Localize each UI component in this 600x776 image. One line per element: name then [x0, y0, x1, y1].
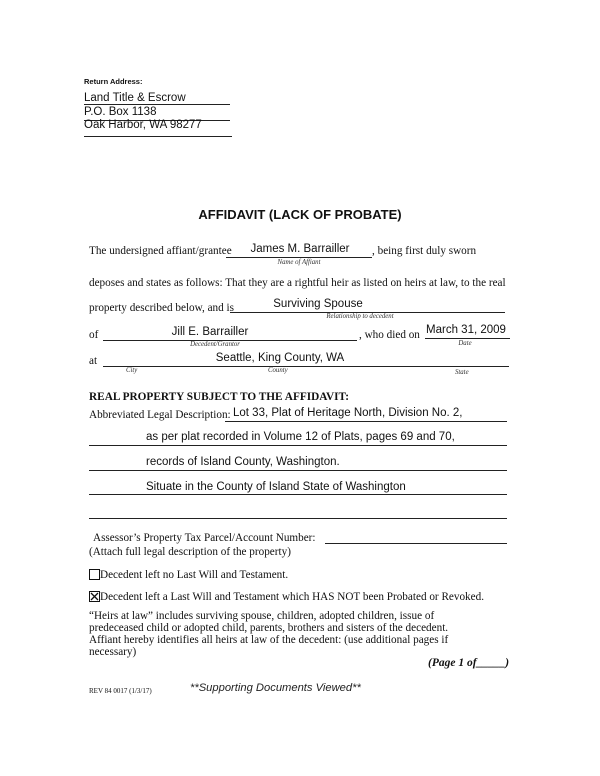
return-address-rule-1 [84, 104, 230, 105]
affiant-suffix: , being first duly sworn [372, 245, 477, 257]
location-value[interactable]: Seattle, King County, WA [215, 352, 345, 364]
relationship-prefix: property described below, and is [89, 302, 234, 314]
deposes-text: deposes and states as follows: That they are a rightful heir as listed on heirs at law, to the real [89, 277, 506, 289]
page-title: AFFIDAVIT (LACK OF PROBATE) [198, 207, 402, 222]
legal-description-line-3[interactable]: records of Island County, Washington. [146, 456, 340, 468]
decedent-prefix: of [89, 329, 99, 341]
affiant-name-underline [226, 257, 372, 258]
assessor-underline [325, 543, 507, 544]
decedent-died-label: , who died on [359, 329, 420, 341]
legal-description-line-2[interactable]: as per plat recorded in Volume 12 of Plats, pages 69 and 70, [146, 431, 455, 443]
assessor-note: (Attach full legal description of the property) [89, 546, 291, 558]
location-prefix: at [89, 355, 98, 367]
relationship-caption: Relationship to decedent [326, 313, 394, 320]
legal-line-5-underline [89, 518, 507, 519]
checkmark-icon [90, 592, 99, 601]
heirs-text-line-3: Affiant hereby identifies all heirs at law of the decedent: (use additional pages if [89, 634, 449, 646]
will-not-probated-label: Decedent left a Last Will and Testament which HAS NOT been Probated or Revoked. [100, 591, 485, 603]
legal-description-label: Abbreviated Legal Description: [89, 409, 231, 421]
property-heading: REAL PROPERTY SUBJECT TO THE AFFIDAVIT: [89, 391, 350, 403]
heirs-text-line-2: predeceased child or adopted child, parents, brothers and sisters of the decedent. [89, 622, 449, 634]
return-address-line-3: Oak Harbor, WA 98277 [84, 119, 202, 131]
state-caption: State [455, 369, 469, 376]
will-not-probated-checkbox[interactable] [89, 591, 100, 602]
affiant-name[interactable]: James M. Barrailler [250, 243, 350, 255]
location-underline [103, 366, 509, 367]
page-indicator: (Page 1 of_____) [428, 657, 510, 669]
affiant-name-caption: Name of Affiant [277, 259, 321, 266]
relationship-value[interactable]: Surviving Spouse [273, 298, 363, 310]
county-caption: County [268, 367, 288, 374]
return-address-line-1: Land Title & Escrow [84, 92, 186, 104]
city-caption: City [126, 367, 138, 374]
return-address-line-2: P.O. Box 1138 [84, 106, 157, 118]
death-date-underline [425, 338, 510, 339]
decedent-name-caption: Decedent/Grantor [190, 341, 240, 348]
heirs-text-line-1: “Heirs at law” includes surviving spouse, children, adopted children, issue of [89, 610, 435, 622]
no-will-label: Decedent left no Last Will and Testament. [100, 569, 289, 581]
legal-description-line-4[interactable]: Situate in the County of Island State of Washington [146, 481, 406, 493]
legal-line-3-underline [89, 470, 507, 471]
no-will-checkbox[interactable] [89, 569, 100, 580]
legal-line-1-underline [225, 421, 507, 422]
affiant-prefix: The undersigned affiant/grantee [89, 245, 232, 257]
return-address-label: Return Address: [84, 77, 143, 86]
decedent-name[interactable]: Jill E. Barrailler [171, 326, 249, 338]
supporting-documents-stamp: **Supporting Documents Viewed** [190, 682, 361, 694]
death-date-caption: Date [458, 340, 472, 347]
decedent-death-date[interactable]: March 31, 2009 [426, 324, 506, 336]
legal-line-4-underline [89, 494, 507, 495]
return-address-rule-3 [84, 136, 232, 137]
legal-line-2-underline [89, 445, 507, 446]
revision-code: REV 84 0017 (1/3/17) [89, 687, 152, 695]
assessor-label: Assessor’s Property Tax Parcel/Account Number: [93, 532, 316, 544]
heirs-text-line-4: necessary) [89, 646, 137, 658]
legal-description-line-1[interactable]: Lot 33, Plat of Heritage North, Division No. 2, [233, 407, 463, 419]
